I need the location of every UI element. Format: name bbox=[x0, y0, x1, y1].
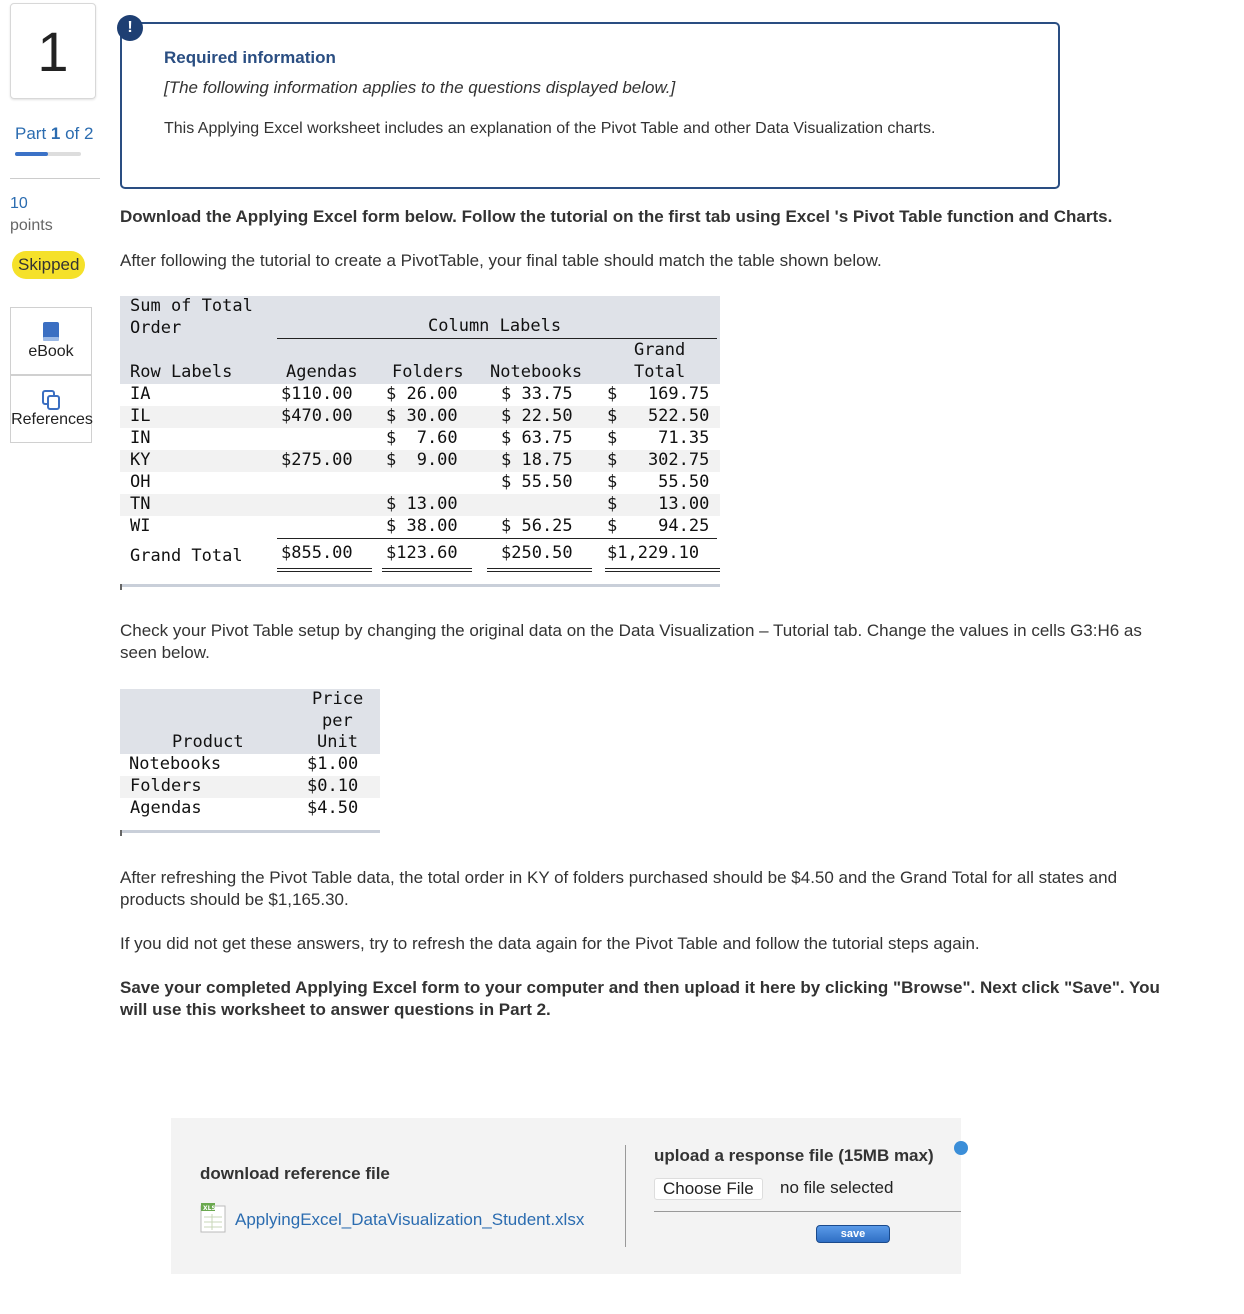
pivot-bottom-edge bbox=[120, 584, 720, 587]
ebook-button[interactable] bbox=[10, 307, 92, 375]
references-button[interactable] bbox=[10, 375, 92, 443]
references-label: References bbox=[11, 411, 93, 428]
product-name: Folders bbox=[130, 776, 202, 796]
save-instruction: Save your completed Applying Excel form to your computer and then upload it here by clicking "Browse". Next click "Save". You will use this worksheet to answer questions in Part 2. bbox=[120, 978, 1160, 1019]
price-left-edge bbox=[120, 830, 122, 836]
row-state: TN bbox=[130, 494, 151, 514]
grand-total-header-line2: Total bbox=[634, 362, 686, 382]
file-status: no file selected bbox=[780, 1178, 894, 1197]
row-state: IL bbox=[130, 406, 151, 426]
column-labels-header: Column Labels bbox=[428, 316, 562, 336]
double-rule bbox=[487, 571, 592, 572]
cell-agendas: $275.00 bbox=[281, 450, 353, 470]
help-icon[interactable] bbox=[954, 1141, 968, 1155]
row-labels-header: Row Labels bbox=[130, 362, 233, 382]
row-state: KY bbox=[130, 450, 151, 470]
grand-total-header-line1: Grand bbox=[634, 340, 686, 360]
product-header: Product bbox=[172, 732, 244, 752]
grand-total-agendas: $855.00 bbox=[281, 543, 353, 563]
product-price: $4.50 bbox=[307, 798, 359, 818]
cell-folders: $ 30.00 bbox=[386, 406, 458, 426]
after-instruction: After following the tutorial to create a PivotTable, your final table should match the table shown below. bbox=[120, 251, 882, 270]
part-prefix: Part bbox=[15, 124, 51, 143]
download-label: download reference file bbox=[200, 1164, 390, 1183]
book-icon bbox=[41, 321, 61, 343]
part-current: 1 bbox=[50, 124, 61, 143]
status-badge: Skipped bbox=[12, 251, 85, 279]
row-state: IN bbox=[130, 428, 151, 448]
cell-total: $ 71.35 bbox=[607, 428, 710, 448]
header-rule bbox=[277, 338, 717, 339]
cell-total: $ 522.50 bbox=[607, 406, 710, 426]
price-table bbox=[120, 689, 380, 839]
product-name: Agendas bbox=[130, 798, 202, 818]
choose-file-button[interactable]: Choose File bbox=[654, 1178, 763, 1200]
copy-icon bbox=[41, 389, 61, 411]
grand-total-folders: $123.60 bbox=[386, 543, 458, 563]
double-rule bbox=[487, 568, 592, 569]
download-instruction: Download the Applying Excel form below. Follow the tutorial on the first tab using Excel 's Pivot Table function and Charts. bbox=[120, 207, 1113, 226]
file-icon-text: XLS bbox=[203, 1205, 216, 1212]
info-note: [The following information applies to the questions displayed below.] bbox=[164, 78, 676, 97]
double-rule bbox=[382, 571, 472, 572]
retry-instruction: If you did not get these answers, try to refresh the data again for the Pivot Table and follow the tutorial steps again. bbox=[120, 934, 980, 953]
double-rule bbox=[277, 568, 372, 569]
part-indicator bbox=[15, 124, 93, 144]
pivot-left-edge bbox=[120, 584, 122, 590]
price-header-line3: Unit bbox=[317, 732, 358, 752]
cell-notebooks: $ 55.50 bbox=[501, 472, 573, 492]
info-title: Required information bbox=[164, 48, 336, 67]
row-state: IA bbox=[130, 384, 151, 404]
corner-label-line2: Order bbox=[130, 318, 182, 338]
double-rule bbox=[605, 571, 720, 572]
cell-total: $ 94.25 bbox=[607, 516, 710, 536]
points-value: 10 bbox=[10, 195, 28, 212]
ebook-label: eBook bbox=[28, 343, 74, 360]
cell-notebooks: $ 22.50 bbox=[501, 406, 573, 426]
grand-total-total: $1,229.10 bbox=[607, 543, 700, 563]
row-state: WI bbox=[130, 516, 151, 536]
pivot-table bbox=[120, 296, 720, 592]
points-label: points bbox=[10, 217, 53, 234]
header-agendas: Agendas bbox=[286, 362, 358, 382]
double-rule bbox=[382, 568, 472, 569]
upload-rule bbox=[654, 1211, 961, 1212]
part-suffix: of 2 bbox=[60, 124, 94, 143]
cell-folders: $ 9.00 bbox=[386, 450, 458, 470]
grand-total-label: Grand Total bbox=[130, 546, 243, 566]
product-price: $0.10 bbox=[307, 776, 359, 796]
info-body: This Applying Excel worksheet includes an explanation of the Pivot Table and other Data Visualization charts. bbox=[164, 120, 936, 137]
cell-total: $ 13.00 bbox=[607, 494, 710, 514]
cell-total: $ 169.75 bbox=[607, 384, 710, 404]
total-rule-top bbox=[277, 538, 717, 539]
grand-total-notebooks: $250.50 bbox=[501, 543, 573, 563]
alert-icon: ! bbox=[117, 15, 143, 41]
cell-total: $ 55.50 bbox=[607, 472, 710, 492]
cell-total: $ 302.75 bbox=[607, 450, 710, 470]
price-header-line1: Price bbox=[312, 689, 364, 709]
double-rule bbox=[277, 571, 372, 572]
cell-folders: $ 13.00 bbox=[386, 494, 458, 514]
product-price: $1.00 bbox=[307, 754, 359, 774]
refresh-instruction: After refreshing the Pivot Table data, the total order in KY of folders purchased should be $4.50 and the Grand Total for all states and products should be $1,165.30. bbox=[120, 868, 1118, 909]
save-button[interactable]: save bbox=[816, 1225, 890, 1243]
double-rule bbox=[605, 568, 720, 569]
check-instruction: Check your Pivot Table setup by changing the original data on the Data Visualization – Tutorial tab. Change the values in cells G3:H6 as seen below. bbox=[120, 621, 1142, 662]
cell-notebooks: $ 56.25 bbox=[501, 516, 573, 536]
header-folders: Folders bbox=[392, 362, 464, 382]
part-progress-bar bbox=[15, 152, 81, 156]
cell-folders: $ 26.00 bbox=[386, 384, 458, 404]
cell-agendas: $470.00 bbox=[281, 406, 353, 426]
row-state: OH bbox=[130, 472, 151, 492]
cell-notebooks: $ 33.75 bbox=[501, 384, 573, 404]
cell-folders: $ 7.60 bbox=[386, 428, 458, 448]
product-name: Notebooks bbox=[129, 754, 222, 774]
part-progress-fill bbox=[15, 152, 48, 156]
header-notebooks: Notebooks bbox=[490, 362, 583, 382]
cell-agendas: $110.00 bbox=[281, 384, 353, 404]
corner-label-line1: Sum of Total bbox=[130, 296, 253, 316]
excel-file-icon bbox=[200, 1202, 226, 1234]
cell-folders: $ 38.00 bbox=[386, 516, 458, 536]
cell-notebooks: $ 18.75 bbox=[501, 450, 573, 470]
download-file-link[interactable]: ApplyingExcel_DataVisualization_Student.xlsx bbox=[235, 1210, 585, 1229]
price-header-line2: per bbox=[322, 711, 353, 731]
question-number: 1 bbox=[10, 3, 96, 99]
panel-divider bbox=[625, 1145, 626, 1247]
upload-label: upload a response file (15MB max) bbox=[654, 1146, 934, 1165]
cell-notebooks: $ 63.75 bbox=[501, 428, 573, 448]
rail-divider bbox=[10, 178, 100, 179]
price-bottom-edge bbox=[120, 830, 380, 833]
